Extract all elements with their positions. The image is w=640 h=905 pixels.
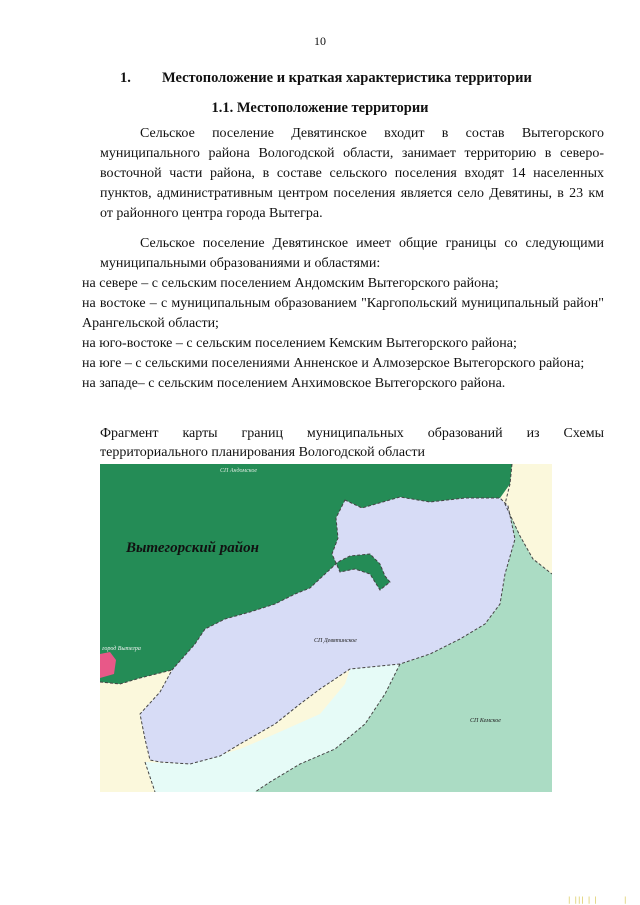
border-south-line-1: на юге – с сельскими поселениями Анненское и Алмозерское Вытегорского: [82, 356, 536, 371]
caption-line-1: Фрагмент карты границ муниципальных образований из Схемы: [100, 426, 604, 441]
border-west: на западе– с сельским поселением Анхимовское Вытегорского района.: [82, 376, 506, 391]
p2-line-2: муниципальными образованиями и областями:: [100, 256, 381, 271]
p1-line-2: муниципального района Вологодской области, занимает территорию в северо-: [100, 146, 604, 161]
label-andomskoe: СП Андомское: [220, 468, 258, 474]
border-east-line-1: на востоке – с муниципальным образованием "Каргопольский муниципальный: [82, 296, 559, 311]
section-number: 1.: [120, 70, 131, 86]
border-east: [82, 294, 604, 334]
label-district: Вытегорский район: [126, 540, 259, 556]
section-title: [120, 70, 590, 87]
section-title-text: Местоположение и краткая характеристика территории: [162, 70, 532, 86]
p2-line-1: Сельское поселение Девятинское имеет общие границы со следующими: [140, 236, 604, 251]
page-number: 10: [314, 34, 326, 48]
border-north: на севере – с сельским поселением Андомским Вытегорского района;: [82, 276, 499, 291]
label-city: город Вытегра: [102, 646, 141, 652]
border-southeast: на юго-востоке – с сельским поселением Кемским Вытегорского района;: [82, 336, 517, 351]
scan-mark: | ||| | |: [568, 896, 598, 904]
paragraph-location: [100, 124, 604, 224]
scan-mark-secondary: |: [624, 896, 627, 904]
border-east-line-2: район" Арангельской области;: [82, 296, 604, 331]
label-devyatinskoe: СП Девятинское: [314, 638, 357, 644]
p1-line-4: пунктов, административным центром поселения является село Девятины, в 23 км: [100, 186, 604, 201]
p1-line-1: Сельское поселение Девятинское входит в состав Вытегорского: [140, 126, 604, 141]
p1-line-5: от районного центра города Вытегра.: [100, 206, 323, 221]
subsection-title: 1.1. Местоположение территории: [211, 100, 429, 116]
borders-list: [82, 274, 604, 394]
map-caption: [100, 424, 604, 462]
p1-line-3: восточной части района, в составе сельского поселения входят 14 населенных: [100, 166, 604, 181]
body-text: [82, 124, 604, 394]
label-kemskoe: СП Кемское: [470, 718, 501, 724]
boundary-map: [100, 464, 552, 792]
border-south: [82, 354, 604, 374]
border-south-line-2: района;: [538, 356, 585, 371]
caption-line-2: территориального планирования Вологодской области: [100, 445, 425, 460]
paragraph-borders-intro: [100, 234, 604, 274]
